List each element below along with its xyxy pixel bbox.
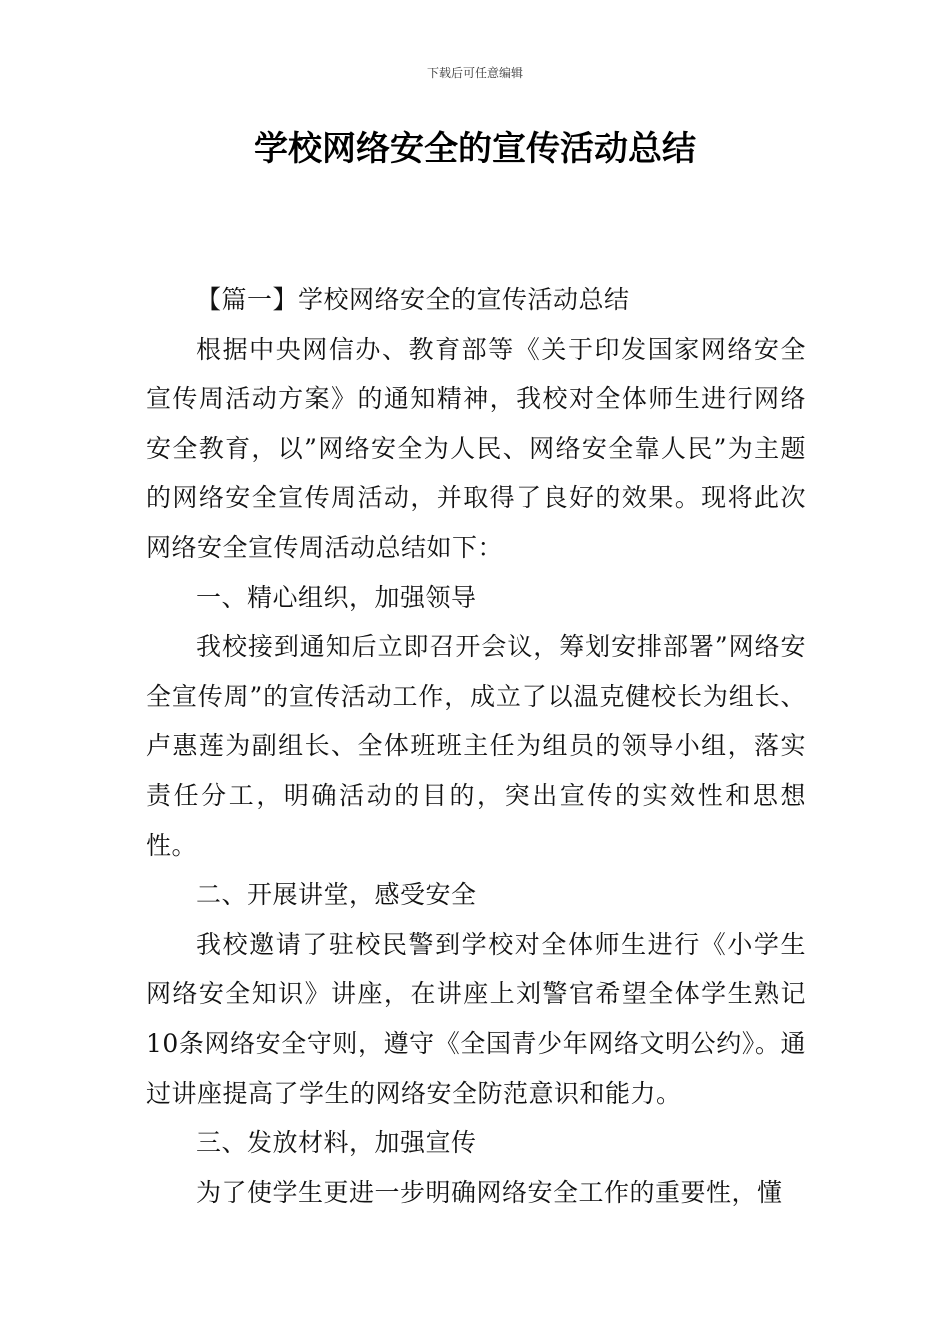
paragraph-materials: 为了使学生更进一步明确网络安全工作的重要性，懂 <box>196 1177 783 1207</box>
header-note: 下载后可任意编辑 <box>426 66 523 80</box>
section-heading-organization: 一、精心组织，加强领导 <box>196 582 477 612</box>
paragraph-organization: 我校接到通知后立即召开会议，筹划安排部署”网络安全宣传周”的宣传活动工作，成立了以温克健校长为组长、卢惠莲为副组长、全体班班主任为组员的领导小组，落实责任分工，明确活动的目的，突出宣传的实效性和思想性。 <box>146 632 806 860</box>
section-heading-lecture: 二、开展讲堂，感受安全 <box>196 880 477 910</box>
document-title: 学校网络安全的宣传活动总结 <box>254 129 696 169</box>
section-heading-part-one: 【篇一】学校网络安全的宣传活动总结 <box>196 285 630 314</box>
paragraph-intro: 根据中央网信办、教育部等《关于印发国家网络安全宣传周活动方案》的通知精神，我校对全体师生进行网络安全教育，以”网络安全为人民、网络安全靠人民”为主题的网络安全宣传周活动，并取得了良好的效果。现将此次网络安全宣传周活动总结如下： <box>146 334 806 562</box>
document-body <box>146 275 806 1217</box>
paragraph-lecture: 我校邀请了驻校民警到学校对全体师生进行《小学生网络安全知识》讲座，在讲座上刘警官希望全体学生熟记10条网络安全守则，遵守《全国青少年网络文明公约》。通过讲座提高了学生的网络安全防范意识和能力。 <box>146 929 806 1108</box>
section-heading-materials: 三、发放材料，加强宣传 <box>196 1128 477 1158</box>
